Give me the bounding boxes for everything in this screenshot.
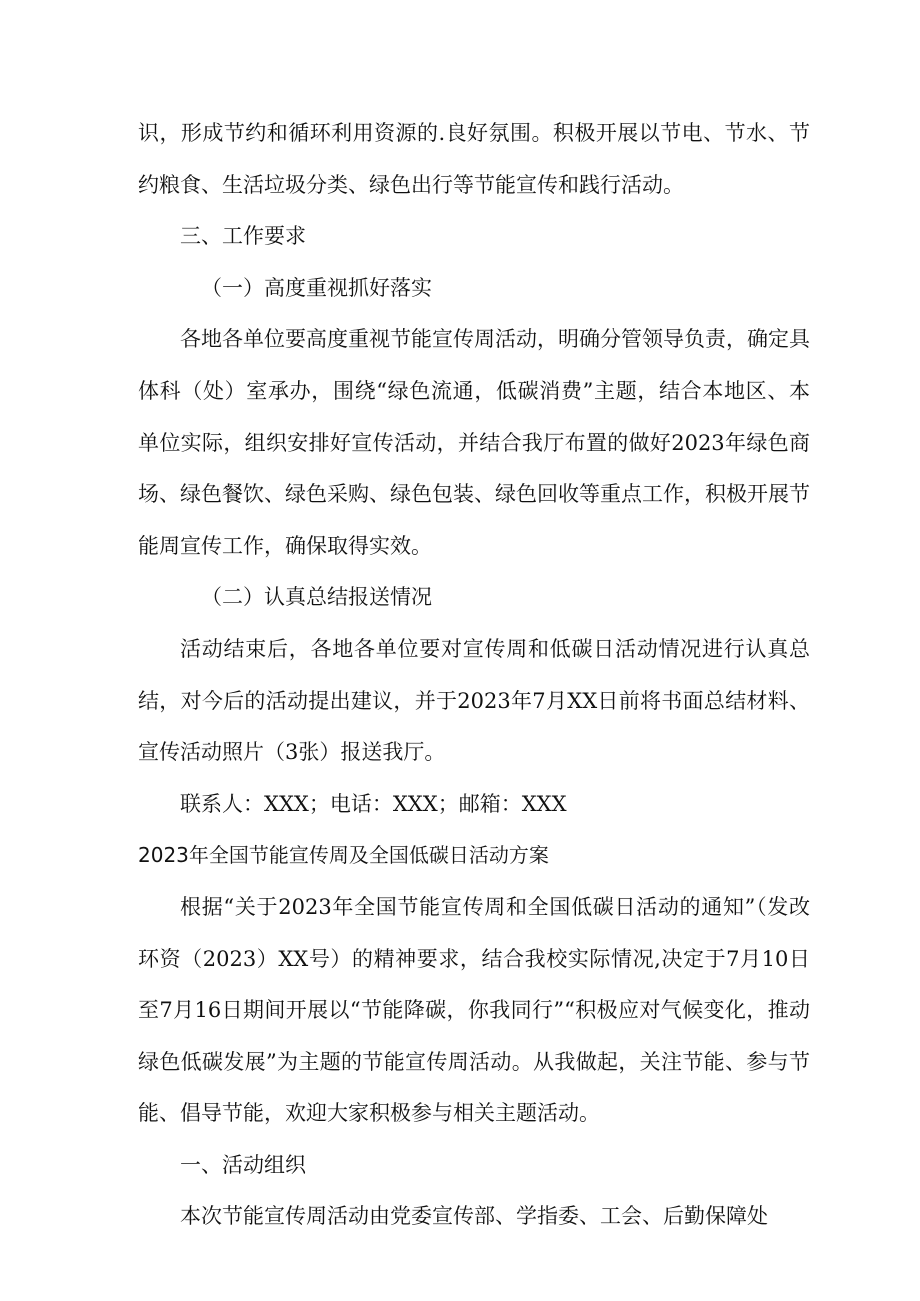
paragraph-organization: 本次节能宣传周活动由党委宣传部、学指委、工会、后勤保障处 — [180, 1204, 768, 1229]
paragraph-continuation: 识，形成节约和循环利用资源的.良好氛围。积极开展以节电、节水、节约粮食、生活垃圾分类、绿色出行等节能宣传和践行活动。 — [138, 121, 810, 197]
document-title: 2023年全国节能宣传周及全国低碳日活动方案 — [138, 843, 549, 868]
subheading-attention: （一）高度重视抓好落实 — [201, 275, 432, 300]
paragraph-summary: 活动结束后，各地各单位要对宣传周和低碳日活动情况进行认真总结，对今后的活动提出建议，并于2023年7月XX日前将书面总结材料、宣传活动照片（3张）报送我厅。 — [138, 636, 810, 765]
section-heading-organization: 一、活动组织 — [180, 1152, 306, 1177]
section-heading-requirements: 三、工作要求 — [180, 224, 306, 249]
paragraph-basis: 根据“关于2023年全国节能宣传周和全国低碳日活动的通知”（发改环资（2023）XX号）的精神要求，结合我校实际情况,决定于7月10日至7月16日期间开展以“节能降碳，你我同行”“积极应对气候变化，推动绿色低碳发展”为主题的节能宣传周活动。从我做起，关注节能、参与节能、倡导节能，欢迎大家积极参与相关主题活动。 — [138, 894, 810, 1126]
paragraph-attention: 各地各单位要高度重视节能宣传周活动，明确分管领导负责，确定具体科（处）室承办，围绕“绿色流通，低碳消费”主题，结合本地区、本单位实际，组织安排好宣传活动，并结合我厅布置的做好2023年绿色商场、绿色餐饮、绿色采购、绿色包装、绿色回收等重点工作，积极开展节能周宣传工作，确保取得实效。 — [138, 327, 810, 558]
contact-line: 联系人：XXX；电话：XXX；邮箱：XXX — [180, 791, 567, 816]
document-body — [138, 108, 810, 1243]
subheading-summary: （二）认真总结报送情况 — [201, 585, 432, 610]
